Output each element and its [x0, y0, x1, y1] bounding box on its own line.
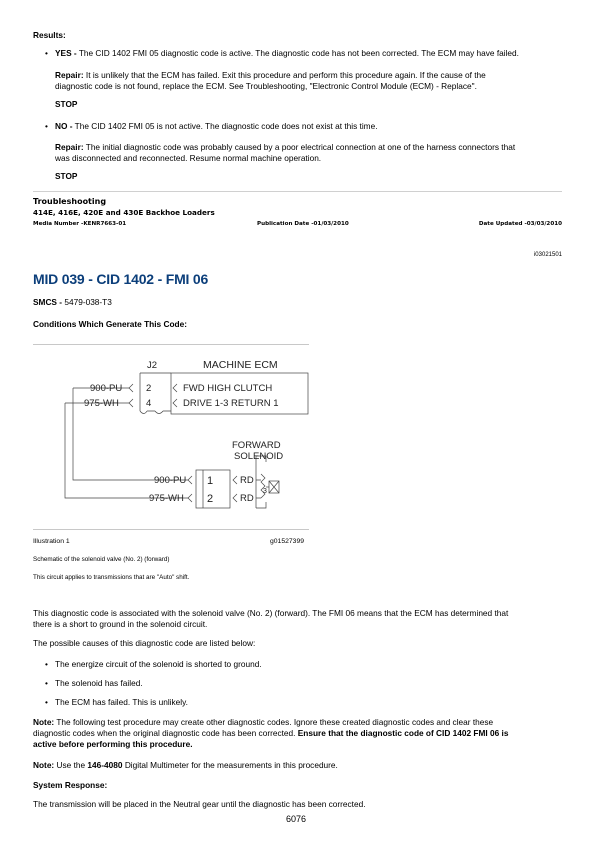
- note1-label: Note:: [33, 717, 55, 727]
- note2-pre: Use the: [56, 760, 86, 770]
- ecm-title: MACHINE ECM: [203, 359, 278, 371]
- system-response-text: The transmission will be placed in the Neutral gear until the diagnostic has been corrected.: [33, 799, 366, 809]
- rd-label-2: RD: [240, 493, 254, 504]
- ecm-line1: FWD HIGH CLUTCH: [183, 383, 273, 394]
- note1-line1: The following test procedure may create other diagnostic codes. Ignore these created diagnostic codes and clear these: [56, 717, 494, 727]
- note-test-procedure: [33, 717, 508, 749]
- wire-label-900pu-top: 900-PU: [90, 383, 123, 394]
- page-title: MID 039 - CID 1402 - FMI 06: [33, 271, 209, 287]
- j2-pin-b: 4: [146, 398, 152, 409]
- result-no-label: NO -: [55, 121, 73, 131]
- body-paragraph-2: The possible causes of this diagnostic code are listed below:: [33, 638, 256, 648]
- ecm-pin-chevrons: [173, 384, 177, 407]
- solenoid-pin: 3: [263, 488, 267, 495]
- conditions-heading: Conditions Which Generate This Code:: [33, 319, 187, 329]
- solenoid-valve-cross: [269, 481, 279, 493]
- solenoid-schematic: [33, 350, 309, 525]
- body-p1-line1: This diagnostic code is associated with the solenoid valve (No. 2) (forward). The FMI 06 means that the ECM has determined that: [33, 608, 509, 618]
- ecm-line2: DRIVE 1-3 RETURN 1: [183, 398, 279, 409]
- cause-item: • The solenoid has failed.: [55, 678, 143, 689]
- smcs-label: SMCS -: [33, 297, 63, 307]
- solenoid-label-1: FORWARD: [232, 440, 281, 451]
- note1-line2b: Ensure that the diagnostic code of CID 1402 FMI 06 is: [297, 727, 509, 738]
- connector-label: J2: [147, 360, 158, 371]
- date-updated: Date Updated -03/03/2010: [478, 221, 562, 227]
- cause-item: • The energize circuit of the solenoid is shorted to ground.: [55, 659, 262, 670]
- j2-connector-outline: [140, 373, 171, 411]
- note2-part: 146-4080: [87, 760, 123, 770]
- result-no-item: [55, 121, 378, 132]
- wire-label-975wh-bottom: 975-WH: [149, 493, 184, 504]
- solenoid-taps: [256, 480, 261, 498]
- result-no-stop: STOP: [55, 171, 78, 181]
- smcs-value: 5479-038-T3: [64, 297, 112, 307]
- result-no-text: The CID 1402 FMI 05 is not active. The diagnostic code does not exist at this time.: [74, 121, 378, 131]
- plug-input-chevrons: [188, 476, 192, 502]
- illustration-note: This circuit applies to transmissions that are "Auto" shift.: [33, 574, 190, 581]
- page-number: 6076: [286, 814, 307, 824]
- note1-line2a: diagnostic codes when the original diagnostic code has been corrected.: [33, 727, 296, 738]
- illustration-bottom-rule: [33, 529, 309, 530]
- rd-label-1: RD: [240, 475, 254, 486]
- system-response-heading: System Response:: [33, 780, 108, 790]
- result-yes-label: YES -: [55, 48, 77, 58]
- plug-pin-2: 2: [207, 493, 214, 505]
- solenoid-label-2: SOLENOID: [234, 451, 284, 462]
- result-yes-text: The CID 1402 FMI 05 diagnostic code is active. The diagnostic code has not been corrected. The ECM may have failed.: [78, 48, 519, 58]
- publication-date: Publication Date -01/03/2010: [257, 221, 349, 227]
- illustration-caption: Schematic of the solenoid valve (No. 2) (forward): [33, 556, 170, 563]
- illustration-top-rule: [33, 344, 309, 345]
- results-heading: Results:: [33, 30, 66, 40]
- result-yes-repair: [55, 70, 486, 92]
- note-multimeter: [33, 760, 338, 771]
- section-divider: [33, 191, 562, 192]
- result-yes-repair-label: Repair:: [55, 70, 84, 80]
- result-yes-repair-line2: diagnostic code is not found, replace the ECM. See Troubleshooting, "Electronic Control Module (ECM) - Replace".: [55, 80, 477, 91]
- wire-label-975wh-top: 975-WH: [84, 398, 119, 409]
- body-p1-line2: there is a short to ground in the solenoid circuit.: [33, 618, 208, 629]
- body-paragraph-1: [33, 608, 508, 630]
- j2-connector-waves: [140, 411, 163, 414]
- wire-label-900pu-bottom: 900-PU: [154, 475, 187, 486]
- doc-id: i03021501: [533, 252, 562, 258]
- cause-item: • The ECM has failed. This is unlikely.: [55, 697, 188, 708]
- result-no-repair-line1: The initial diagnostic code was probably caused by a poor electrical connection at one of the harness connectors that: [85, 142, 516, 152]
- plug-output-chevrons: [233, 476, 237, 502]
- result-yes-stop: STOP: [55, 99, 78, 109]
- result-no-repair: [55, 142, 515, 164]
- note1-line3: active before performing this procedure.: [33, 738, 193, 749]
- plug-pin-1: 1: [207, 475, 214, 487]
- result-yes-item: [55, 48, 519, 59]
- result-no-repair-label: Repair:: [55, 142, 84, 152]
- note2-label: Note:: [33, 760, 55, 770]
- j2-pin-a: 2: [146, 383, 152, 394]
- result-no-repair-line2: was disconnected and reconnected. Resume normal machine operation.: [55, 152, 322, 163]
- illustration-label: Illustration 1: [33, 538, 70, 545]
- doc-models: 414E, 416E, 420E and 430E Backhoe Loaders: [33, 208, 215, 217]
- smcs-line: [33, 297, 112, 308]
- media-number: Media Number -KENR7663-01: [33, 221, 127, 227]
- result-yes-repair-line1: It is unlikely that the ECM has failed. Exit this procedure and perform this procedure again. If the cause of the: [85, 70, 486, 80]
- j2-pin-chevrons: [129, 384, 133, 407]
- note2-post: Digital Multimeter for the measurements in this procedure.: [124, 760, 338, 770]
- doc-section: Troubleshooting: [33, 197, 107, 206]
- illustration-graphic-id: g01527399: [270, 538, 305, 545]
